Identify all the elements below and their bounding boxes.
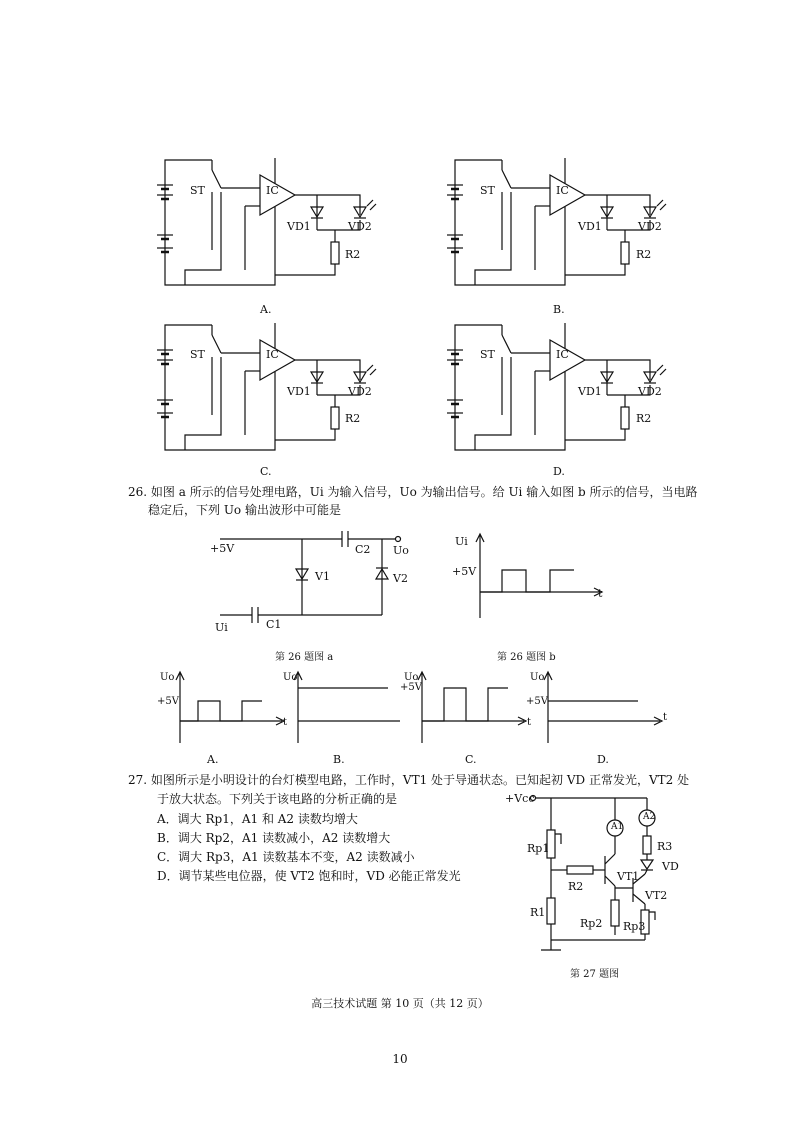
label-st: ST: [190, 348, 205, 361]
label-st: ST: [480, 184, 495, 197]
label-ic: IC: [266, 348, 279, 361]
fig27-caption: 第 27 题图: [570, 969, 620, 980]
label-ic: IC: [556, 184, 569, 197]
fig-a-c1: C1: [266, 618, 282, 631]
option-c: C.: [260, 465, 272, 478]
fig27-r2: R2: [568, 880, 584, 893]
fig-b-ui: Ui: [455, 535, 468, 548]
fig27-rp1: Rp1: [527, 842, 550, 855]
fig27-r1: R1: [530, 906, 546, 919]
label-r2: R2: [636, 412, 652, 425]
fig27-vcc: +Vcc: [505, 792, 535, 805]
wave-b-uo: Uo: [283, 672, 298, 683]
q27-text-line2: 于放大状态。下列关于该电路的分析正确的是: [157, 792, 398, 806]
wave-a: [176, 672, 284, 743]
q26-option-d: D.: [597, 753, 609, 766]
wave-d-uo: Uo: [530, 672, 545, 683]
q25-circuits: [0, 0, 800, 480]
wave-c-uo: Uo: [404, 672, 419, 683]
wave-a-uo: Uo: [160, 672, 175, 683]
q26-option-c: C.: [465, 753, 477, 766]
fig27-r3: R3: [657, 840, 673, 853]
label-vd2: VD2: [638, 385, 662, 398]
label-vd2: VD2: [348, 220, 372, 233]
q27-option-d: D．调节某些电位器，使 VT2 饱和时，VD 必能正常发光: [157, 869, 461, 883]
option-b: B.: [553, 303, 565, 316]
wave-c: [418, 672, 526, 743]
wave-d: [544, 672, 662, 743]
circuit-d: [447, 323, 666, 450]
label-vd2: VD2: [638, 220, 662, 233]
wave-a-5v: +5V: [157, 696, 179, 707]
fig27-a1: A1: [611, 822, 624, 832]
q27-option-c: C．调大 Rp3，A1 读数基本不变，A2 读数减小: [157, 850, 415, 864]
label-vd1: VD1: [287, 385, 311, 398]
option-a: A.: [260, 303, 272, 316]
q26-text-line1: 26. 如图 a 所示的信号处理电路，Ui 为输入信号，Uo 为输出信号。给 Ui 输入如图 b 所示的信号，当电路: [128, 485, 698, 499]
q26-answer-waveforms: [0, 668, 800, 748]
fig27-vt2: VT2: [645, 889, 668, 902]
label-vd1: VD1: [287, 220, 311, 233]
label-ic: IC: [556, 348, 569, 361]
page-number: 10: [392, 1052, 408, 1066]
wave-c-5v: +5V: [400, 682, 422, 693]
q27-option-a: A．调大 Rp1，A1 和 A2 读数均增大: [157, 812, 358, 826]
option-d: D.: [553, 465, 565, 478]
q27-text-line1: 27. 如图所示是小明设计的台灯模型电路，工作时，VT1 处于导通状态。已知起初 VD 正常发光，VT2 处: [128, 773, 690, 787]
q26-option-a: A.: [207, 753, 219, 766]
circuit-b: [447, 158, 666, 285]
q27-option-b: B．调大 Rp2，A1 读数减小，A2 读数增大: [157, 831, 391, 845]
label-vd2: VD2: [348, 385, 372, 398]
q26-figure-b: [470, 530, 610, 620]
fig27-rp2: Rp2: [580, 917, 603, 930]
wave-a-t: t: [283, 717, 288, 728]
circuit-c: [157, 323, 376, 450]
label-r2: R2: [636, 248, 652, 261]
label-st: ST: [480, 348, 495, 361]
fig27-vd: VD: [662, 860, 679, 873]
label-vd1: VD1: [578, 220, 602, 233]
fig-a-c2: C2: [355, 543, 371, 556]
fig-b-t: t: [598, 587, 603, 600]
q26-text-line2: 稳定后，下列 Uo 输出波形中可能是: [148, 503, 341, 517]
wave-d-t: t: [663, 712, 668, 723]
fig-a-uo: Uo: [393, 544, 409, 557]
fig-b-5v: +5V: [452, 565, 477, 578]
q27-circuit: [515, 790, 695, 960]
fig-a-caption: 第 26 题图 a: [275, 652, 334, 663]
circuit-a: [157, 158, 376, 285]
fig27-rp3: Rp3: [623, 920, 646, 933]
q26-option-b: B.: [333, 753, 345, 766]
wave-b: [294, 672, 400, 743]
fig27-vt1: VT1: [617, 870, 640, 883]
fig-a-5v: +5V: [210, 542, 235, 555]
label-r2: R2: [345, 412, 361, 425]
label-st: ST: [190, 184, 205, 197]
wave-c-t: t: [527, 717, 532, 728]
label-r2: R2: [345, 248, 361, 261]
label-vd1: VD1: [578, 385, 602, 398]
fig27-a2: A2: [643, 812, 656, 822]
fig-b-caption: 第 26 题图 b: [497, 652, 556, 663]
fig-a-v2: V2: [393, 572, 408, 585]
wave-d-5v: +5V: [526, 696, 548, 707]
label-ic: IC: [266, 184, 279, 197]
page-footer: 高三技术试题 第 10 页（共 12 页）: [311, 997, 489, 1010]
fig-a-v1: V1: [315, 570, 330, 583]
fig-a-ui: Ui: [215, 621, 228, 634]
